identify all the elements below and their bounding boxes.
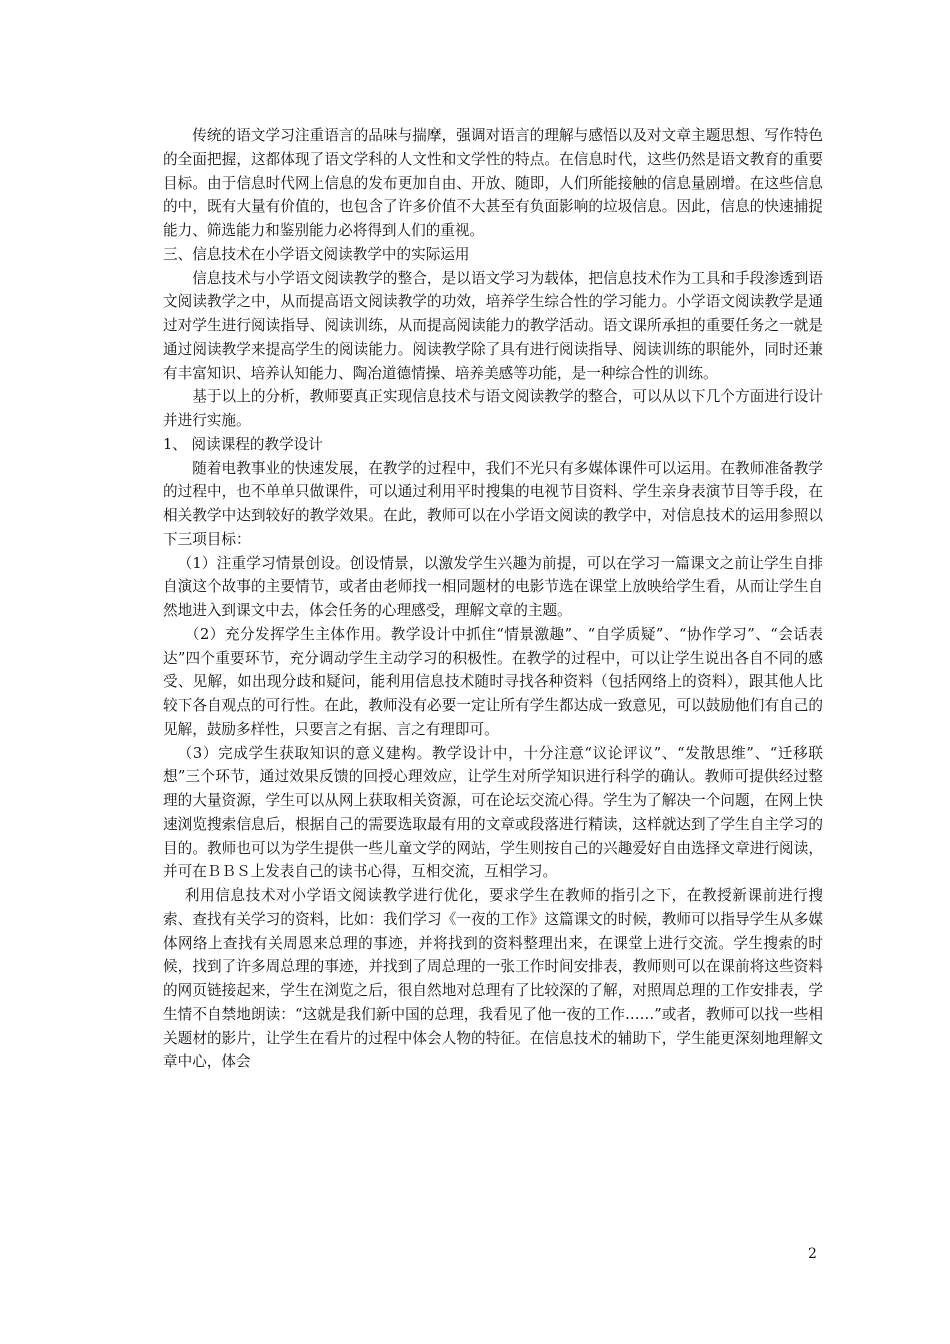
- list-item-2: （2）充分发挥学生主体作用。教学设计中抓住“情景激趣”、“自学质疑”、“协作学习”、“会话表达”四个重要环节，充分调动学生主动学习的积极性。在教学的过程中，可以让学生说出各自不同的感受、见解，如出现分歧和疑问，能利用信息技术随时寻找各种资料（包括网络上的资料），跟其他人比较下各自观点的可行性。在此，教师没有必要一定让所有学生都达成一致意见，可以鼓励他们有自己的见解，鼓励多样性，只要言之有据、言之有理即可。: [163, 625, 823, 738]
- list-item-3: （3）完成学生获取知识的意义建构。教学设计中，十分注意“议论评议”、“发散思维”、“迁移联想”三个环节，通过效果反馈的回授心理效应，让学生对所学知识进行科学的确认。教师可提供经过整理的大量资源，学生可以从网上获取相关资源，可在论坛交流心得。学生为了解决一个问题，在网上快速浏览搜索信息后，根据自己的需要选取最有用的文章或段落进行精读，这样就达到了学生自主学习的目的。教师也可以为学生提供一些儿童文学的网站，学生则按自己的兴趣爱好自由选择文章进行阅读，并可在ＢＢＳ上发表自己的读书心得，互相交流，互相学习。: [163, 744, 823, 881]
- paragraph-5: 利用信息技术对小学语文阅读教学进行优化，要求学生在教师的指引之下，在教授新课前进行搜索、查找有关学习的资料，比如：我们学习《一夜的工作》这篇课文的时候，教师可以指导学生从多媒体网络上查找有关周恩来总理的事迹，并将找到的资料整理出来，在课堂上进行交流。学生搜索的时候，找到了许多周总理的事迹，并找到了周总理的一张工作时间安排表，教师则可以在课前将这些资料的网页链接起来，学生在浏览之后，很自然地对总理有了比较深的了解，对照周总理的工作安排表，学生情不自禁地朗读：“这就是我们新中国的总理，我看见了他一夜的工作……”或者，教师可以找一些相关题材的影片，让学生在看片的过程中体会人物的特征。在信息技术的辅助下，学生能更深刻地理解文章中心，体会: [163, 887, 823, 1071]
- page-number: 2: [808, 1246, 817, 1262]
- paragraph-2: 信息技术与小学语文阅读教学的整合，是以语文学习为载体，把信息技术作为工具和手段渗透到语文阅读教学之中，从而提高语文阅读教学的功效，培养学生综合性的学习能力。小学语文阅读教学是通过对学生进行阅读指导、阅读训练，从而提高阅读能力的教学活动。语文课所承担的重要任务之一就是通过阅读教学来提高学生的阅读能力。阅读教学除了具有进行阅读指导、阅读训练的职能外，同时还兼有丰富知识、培养认知能力、陶冶道德情操、培养美感等功能，是一种综合性的训练。: [163, 269, 823, 382]
- paragraph-4: 随着电教事业的快速发展，在教学的过程中，我们不光只有多媒体课件可以运用。在教师准备教学的过程中，也不单单只做课件，可以通过利用平时搜集的电视节目资料、学生亲身表演节目等手段，在相关教学中达到较好的教学效果。在此，教师可以在小学语文阅读的教学中，对信息技术的运用参照以下三项目标：: [163, 459, 823, 548]
- list-item-1: （1）注重学习情景创设。创设情景，以激发学生兴趣为前提，可以在学习一篇课文之前让学生自排自演这个故事的主要情节，或者由老师找一相同题材的电影节选在课堂上放映给学生看，从而让学生自然地进入到课文中去，体会任务的心理感受，理解文章的主题。: [163, 554, 823, 619]
- paragraph-3: 基于以上的分析，教师要真正实现信息技术与语文阅读教学的整合，可以从以下几个方面进行设计并进行实施。: [163, 388, 823, 429]
- subsection-heading-1: 1、 阅读课程的教学设计: [163, 435, 323, 453]
- paragraph-1: 传统的语文学习注重语言的品味与揣摩，强调对语言的理解与感悟以及对文章主题思想、写作特色的全面把握，这都体现了语文学科的人文性和文学性的特点。在信息时代，这些仍然是语文教育的重要目标。由于信息时代网上信息的发布更加自由、开放、随即，人们所能接触的信息量剧增。在这些信息的中，既有大量有价值的，也包含了许多价值不大甚至有负面影响的垃圾信息。因此，信息的快速捕捉能力、筛选能力和鉴别能力必将得到人们的重视。: [163, 127, 823, 239]
- document-body: [163, 124, 823, 1074]
- section-heading-3: 三、信息技术在小学语文阅读教学中的实际运用: [163, 245, 470, 263]
